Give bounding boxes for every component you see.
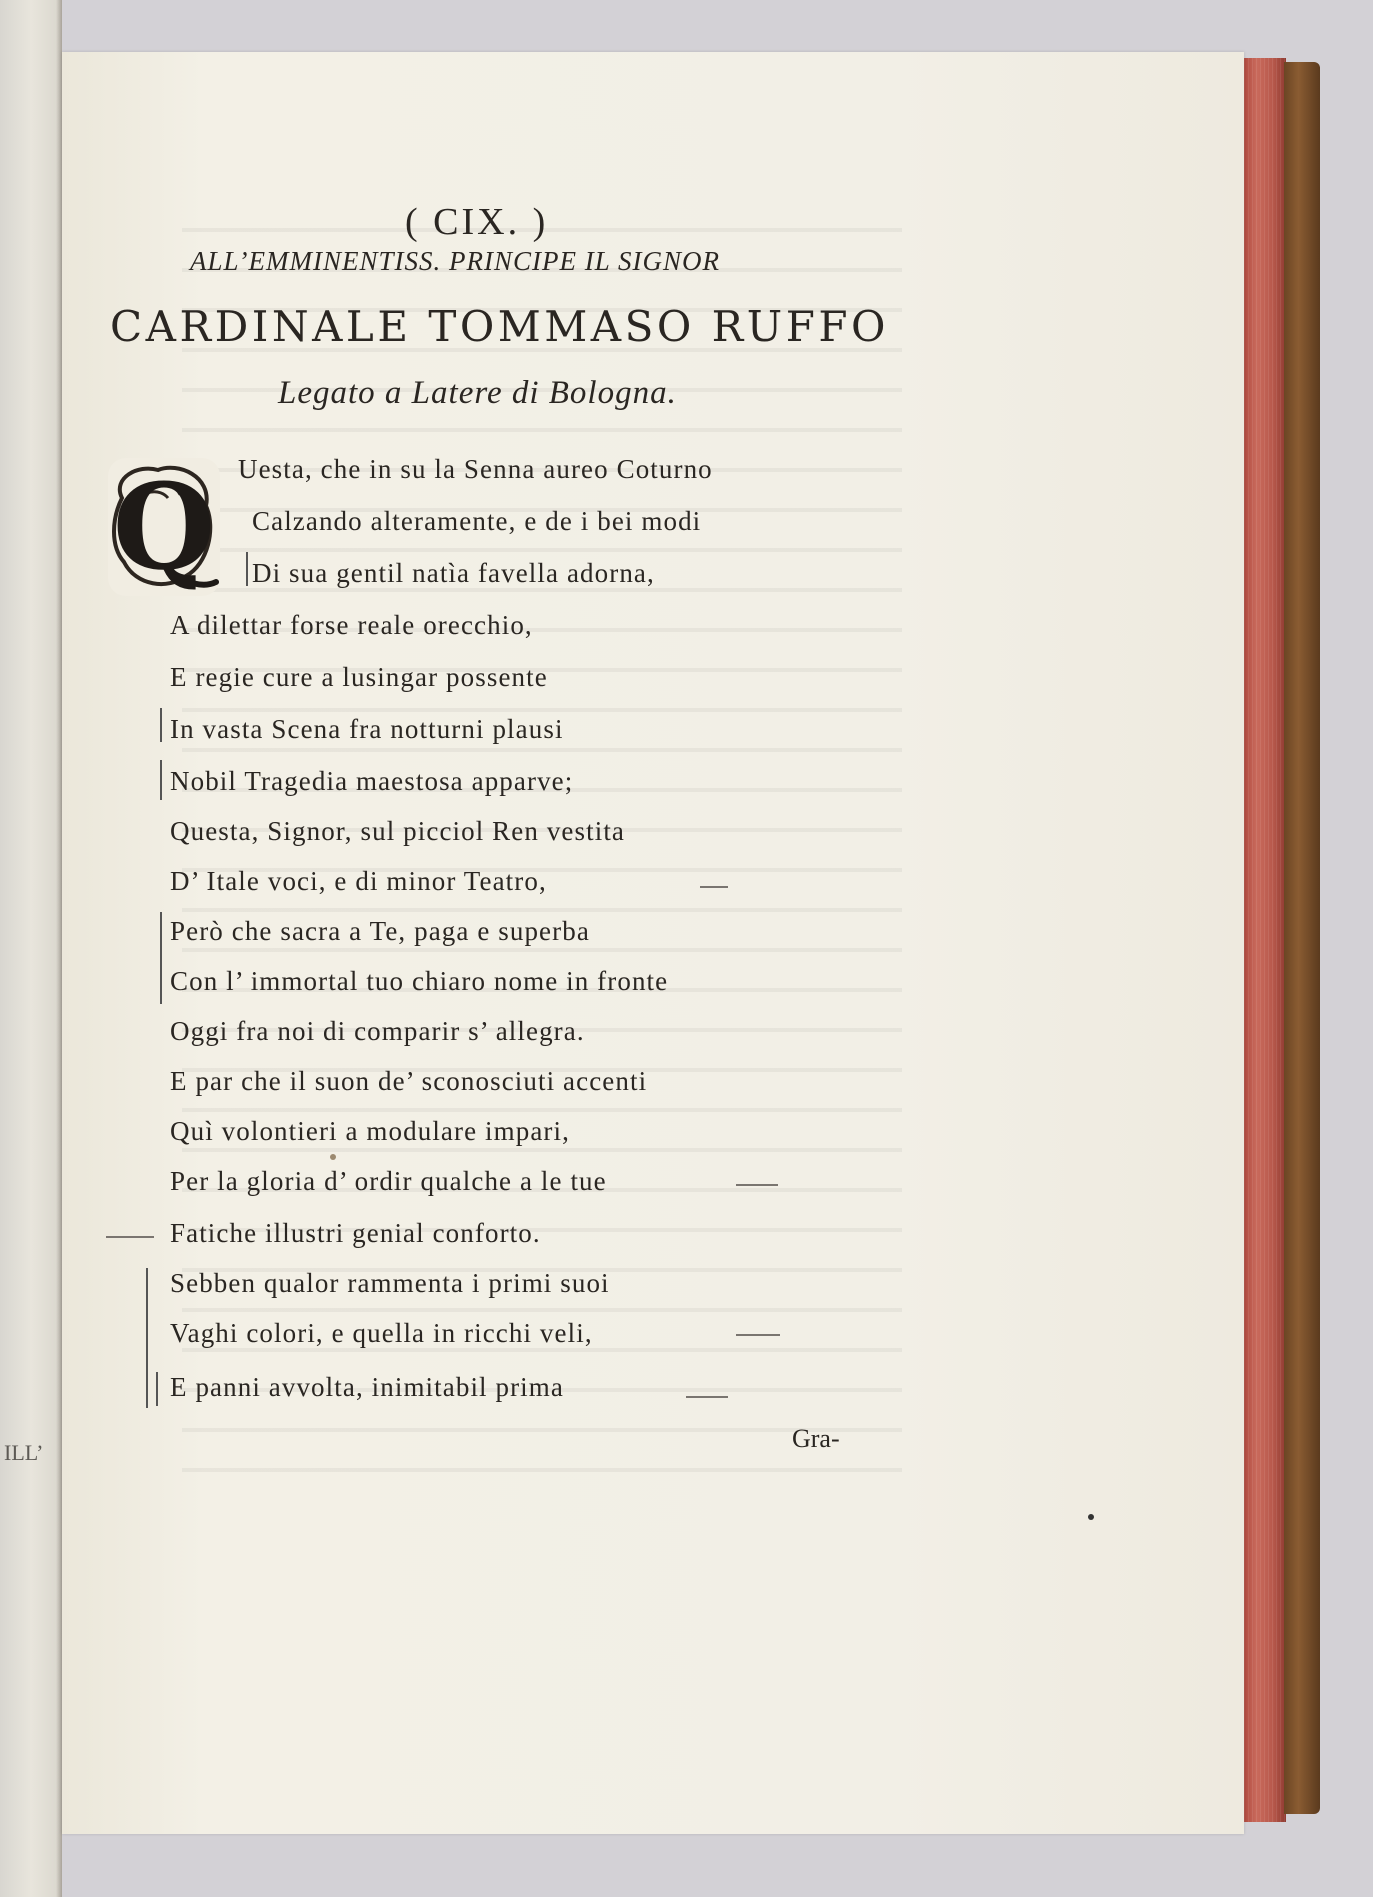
decorated-initial xyxy=(108,458,220,596)
margin-mark xyxy=(160,912,162,1004)
poem-line-11: Con l’ immortal tuo chiaro nome in fronte xyxy=(170,966,669,996)
poem-line-14: Quì volontieri a modulare impari, xyxy=(170,1116,570,1146)
foxing-spot xyxy=(1088,1514,1094,1520)
margin-mark xyxy=(146,1268,148,1408)
margin-mark xyxy=(160,760,162,800)
poem-line-16: Fatiche illustri genial conforto. xyxy=(170,1218,541,1248)
poem-line-7: Nobil Tragedia maestosa apparve; xyxy=(170,766,574,796)
margin-dash xyxy=(736,1334,780,1336)
facing-page-fragment: ILL’ xyxy=(4,1440,44,1465)
foxing-spot xyxy=(330,1154,336,1160)
poem-line-15: Per la gloria d’ ordir qualche a le tue xyxy=(170,1166,607,1196)
poem-line-17: Sebben qualor rammenta i primi suoi xyxy=(170,1268,610,1298)
margin-dash xyxy=(736,1184,778,1186)
margin-mark xyxy=(246,552,248,586)
poem-line-2: Calzando alteramente, e de i bei modi xyxy=(252,506,702,536)
initial-letter: Q xyxy=(112,457,216,596)
poem-line-6: In vasta Scena fra notturni plausi xyxy=(170,714,564,744)
poem-line-10: Però che sacra a Te, paga e superba xyxy=(170,916,590,946)
poem-line-9: D’ Itale voci, e di minor Teatro, xyxy=(170,866,547,896)
margin-mark xyxy=(156,1372,158,1406)
margin-dash xyxy=(106,1236,154,1238)
poem-line-8: Questa, Signor, sul picciol Ren vestita xyxy=(170,816,626,846)
poem-line-4: A dilettar forse reale orecchio, xyxy=(170,610,533,640)
poem-line-12: Oggi fra noi di comparir s’ allegra. xyxy=(170,1016,585,1046)
heading: CARDINALE TOMMASO RUFFO xyxy=(110,302,889,351)
subheading: Legato a Latere di Bologna. xyxy=(278,375,677,411)
page-number: ( CIX. ) xyxy=(405,201,549,243)
margin-mark xyxy=(160,708,162,742)
poem-line-13: E par che il suon de’ sconosciuti accenti xyxy=(170,1066,648,1096)
poem-line-19: E panni avvolta, inimitabil prima xyxy=(170,1372,564,1402)
red-fore-edge xyxy=(1244,58,1286,1822)
poem-line-3: Di sua gentil natìa favella adorna, xyxy=(252,558,655,588)
margin-dash xyxy=(700,886,728,888)
facing-page-edge xyxy=(0,0,62,1897)
dedication-line: ALL’EMMINENTISS. PRINCIPE IL SIGNOR xyxy=(190,246,720,276)
poem-line-18: Vaghi colori, e quella in ricchi veli, xyxy=(170,1318,593,1348)
poem-line-1: Uesta, che in su la Senna aureo Coturno xyxy=(238,454,713,484)
catchword: Gra- xyxy=(792,1424,840,1453)
poem-line-5: E regie cure a lusingar possente xyxy=(170,662,548,692)
margin-dash xyxy=(686,1396,728,1398)
leather-cover-edge xyxy=(1284,62,1320,1814)
